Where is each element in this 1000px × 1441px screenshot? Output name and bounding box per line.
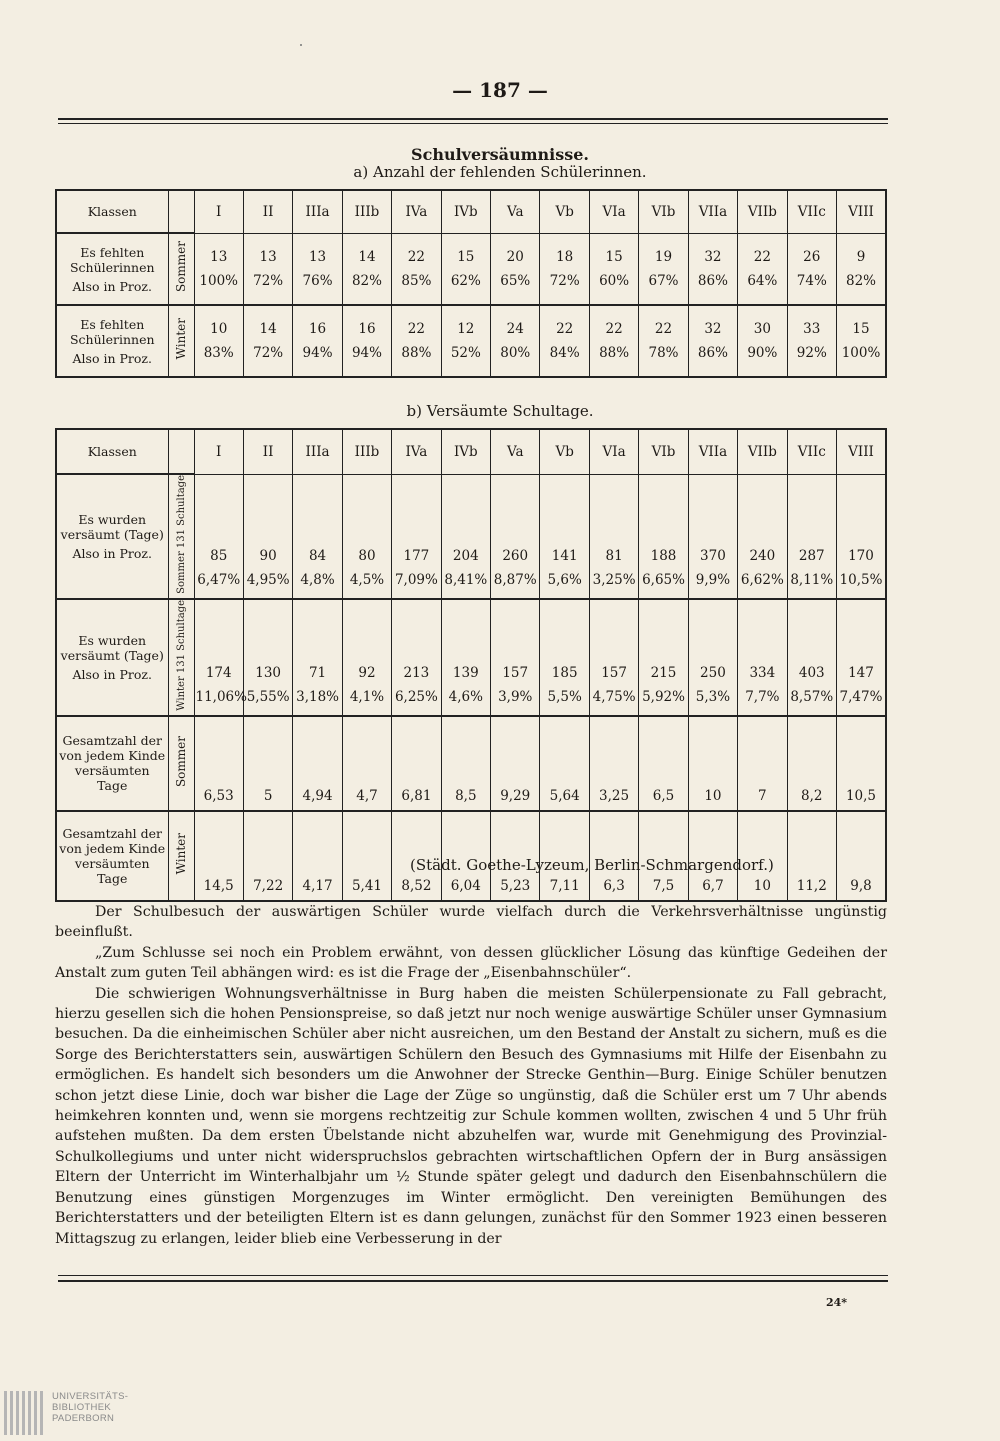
class-header: VIb [639,190,688,233]
season-cell [168,474,194,599]
value-cell: 81 3,25% [589,474,638,599]
row-label: Gesamtzahl der von jedem Kinde versäumten Tage [56,811,168,901]
season-label: Winter [174,832,188,875]
section-heading: Schulversäumnisse. [411,145,589,164]
value-cell: 7,22 [243,811,292,901]
class-header: VIIa [688,190,737,233]
value-cell: 19 67% [639,233,688,305]
header-klassen: Klassen [56,190,168,233]
value-cell: 10 83% [194,305,243,377]
bottom-rule [58,1280,888,1282]
value-cell: 22 84% [540,305,589,377]
class-header: VIa [589,429,638,474]
signature-mark: 24* [826,1296,848,1309]
value-cell: 334 7,7% [738,599,787,716]
class-header: IVa [392,429,441,474]
table-b-total-sommer-row [56,716,886,811]
value-cell: 6,53 [194,716,243,811]
library-line: PADERBORN [52,1413,115,1424]
value-cell: 213 6,25% [392,599,441,716]
page-number: — 187 — [452,78,548,102]
header-blank [168,429,194,474]
value-cell: 370 9,9% [688,474,737,599]
value-cell: 14,5 [194,811,243,901]
class-header: IIIb [342,429,391,474]
value-cell: 14 72% [243,305,292,377]
value-cell: 177 7,09% [392,474,441,599]
value-cell: 5 [243,716,292,811]
season-label: Sommer [174,241,188,293]
class-header: Vb [540,429,589,474]
value-cell: 4,94 [293,716,342,811]
value-cell: 15 60% [589,233,638,305]
value-cell: 32 86% [688,233,737,305]
top-rule [58,118,888,120]
value-cell: 10 [688,716,737,811]
value-cell: 8,5 [441,716,490,811]
class-header: VIIc [787,190,836,233]
value-cell: 7,11 [540,811,589,901]
value-cell: 287 8,11% [787,474,836,599]
value-cell: 9 82% [836,233,886,305]
value-cell: 5,64 [540,716,589,811]
value-cell: 18 72% [540,233,589,305]
class-header: IVa [392,190,441,233]
season-label: Winter [174,318,188,360]
value-cell: 4,7 [342,716,391,811]
value-cell: 84 4,8% [293,474,342,599]
season-cell [168,811,194,901]
value-cell: 139 4,6% [441,599,490,716]
value-cell: 14 82% [342,233,391,305]
season-cell [168,716,194,811]
value-cell: 71 3,18% [293,599,342,716]
value-cell: 22 88% [392,305,441,377]
row-label [56,599,168,716]
season-cell [168,233,194,305]
table-b [55,428,887,902]
class-header: VIIa [688,429,737,474]
value-cell: 13 100% [194,233,243,305]
header-klassen: Klassen [56,429,168,474]
value-cell: 5,23 [491,811,540,901]
value-cell: 92 4,1% [342,599,391,716]
value-cell: 147 7,47% [836,599,886,716]
row-label-b: Also in Proz. [72,666,152,682]
value-cell: 11,2 [787,811,836,901]
class-header: I [194,429,243,474]
row-label-b: Also in Proz. [72,350,152,366]
value-cell: 6,3 [589,811,638,901]
value-cell: 8,52 [392,811,441,901]
source-citation: (Städt. Goethe-Lyzeum, Berlin-Schmargendorf.) [410,856,774,874]
table-a-winter-row [56,305,886,377]
class-header: VIII [836,190,886,233]
season-label: Sommer 131 Schultage [175,475,187,594]
value-cell: 4,17 [293,811,342,901]
value-cell: 9,8 [836,811,886,901]
row-label-b: Also in Proz. [72,545,152,561]
value-cell: 6,81 [392,716,441,811]
value-cell: 22 85% [392,233,441,305]
value-cell: 185 5,5% [540,599,589,716]
value-cell: 250 5,3% [688,599,737,716]
value-cell: 22 88% [589,305,638,377]
library-line: BIBLIOTHEK [52,1402,111,1413]
row-label: Gesamtzahl der von jedem Kinde versäumten Tage [56,716,168,811]
value-cell: 85 6,47% [194,474,243,599]
value-cell: 240 6,62% [738,474,787,599]
value-cell: 3,25 [589,716,638,811]
value-cell: 5,41 [342,811,391,901]
value-cell: 20 65% [491,233,540,305]
table-b-header-row [56,429,886,474]
class-header: Vb [540,190,589,233]
paragraph: Der Schulbesuch der auswärtigen Schüler wurde vielfach durch die Verkehrsverhältnisse ungünstig beeinflußt. [55,904,887,941]
value-cell: 16 94% [342,305,391,377]
value-cell: 174 11,06% [194,599,243,716]
value-cell: 30 90% [738,305,787,377]
class-header: VIII [836,429,886,474]
class-header: VIIb [738,429,787,474]
body-text [55,902,887,1249]
row-label-a: Es wurden versäumt (Tage) [60,632,164,663]
value-cell: 260 8,87% [491,474,540,599]
class-header: Va [491,190,540,233]
value-cell: 10,5 [836,716,886,811]
value-cell: 6,7 [688,811,737,901]
table-a-header-row [56,190,886,233]
class-header: II [243,429,292,474]
value-cell: 16 94% [293,305,342,377]
value-cell: 13 76% [293,233,342,305]
paragraph: Die schwierigen Wohnungsverhältnisse in Burg haben die meisten Schülerpensionate zu Fall gebracht, hierzu gesellen sich die hohen Pensionspreise, so daß jetzt nur noch wenige auswärtige Schüler unser Gymnasium besuchen. Da die einheimischen Schüler aber nicht ausreichen, um den Bestand der Anstalt zu sichern, muß es die Sorge des Berichterstatters sein, auswärtigen Schülern den Besuch des Gymnasiums mit Hilfe der Eisenbahn zu ermöglichen. Es handelt sich besonders um die Anwohner der Strecke Genthin—Burg. Einige Schüler benutzen schon jetzt diese Linie, doch war bisher die Lage der Züge so ungünstig, daß die Schüler erst um 7 Uhr abends heimkehren konnten und, wenn sie morgens rechtzeitig zur Schule kommen wollten, zwischen 4 und 5 Uhr früh aufstehen mußten. Da dem ersten Übelstande nicht abzuhelfen war, wurde mit Genehmigung des Provinzial-Schulkollegiums und unter nicht widerspruchslos gebrachten wirtschaftlichen Opfern der in Burg ansässigen Eltern der Unterricht im Winterhalbjahr um ½ Stunde später gelegt und dadurch den Eisenbahnschülern die Benutzung eines günstigen Morgenzuges im Winter ermöglicht. Den vereinigten Bemühungen des Berichterstatters und der beteiligten Eltern ist es dann gelungen, zunächst für den Sommer 1923 einen besseren Mittagszug zu erlangen, leider blieb eine Verbesserung in der [55,985,887,1247]
class-header: VIIc [787,429,836,474]
value-cell: 6,04 [441,811,490,901]
value-cell: 15 100% [836,305,886,377]
class-header: IVb [441,429,490,474]
table-b-title: b) Versäumte Schultage. [406,402,594,420]
class-header: VIa [589,190,638,233]
value-cell: 215 5,92% [639,599,688,716]
value-cell: 15 62% [441,233,490,305]
library-name [52,1391,128,1424]
value-cell: 26 74% [787,233,836,305]
speck [300,44,302,46]
row-label [56,305,168,377]
value-cell: 141 5,6% [540,474,589,599]
class-header: Va [491,429,540,474]
value-cell: 13 72% [243,233,292,305]
class-header: VIb [639,429,688,474]
season-cell [168,305,194,377]
value-cell: 188 6,65% [639,474,688,599]
value-cell: 7 [738,716,787,811]
table-b-sommer-row [56,474,886,599]
class-header: IVb [441,190,490,233]
value-cell: 8,2 [787,716,836,811]
library-line: UNIVERSITÄTS- [52,1391,129,1402]
value-cell: 7,5 [639,811,688,901]
class-header: IIIb [342,190,391,233]
value-cell: 157 3,9% [491,599,540,716]
row-label-b: Also in Proz. [72,278,152,294]
table-b-winter-row [56,599,886,716]
row-label-a: Es fehlten Schülerinnen [69,316,155,347]
value-cell: 22 78% [639,305,688,377]
header-blank [168,190,194,233]
class-header: II [243,190,292,233]
value-cell: 204 8,41% [441,474,490,599]
class-header: IIIa [293,190,342,233]
row-label [56,474,168,599]
value-cell: 130 5,55% [243,599,292,716]
value-cell: 403 8,57% [787,599,836,716]
value-cell: 9,29 [491,716,540,811]
value-cell: 12 52% [441,305,490,377]
value-cell: 24 80% [491,305,540,377]
top-rule-thin [58,123,888,124]
value-cell: 170 10,5% [836,474,886,599]
class-header: VIIb [738,190,787,233]
season-label: Sommer [174,735,188,787]
value-cell: 80 4,5% [342,474,391,599]
value-cell: 22 64% [738,233,787,305]
value-cell: 10 [738,811,787,901]
class-header: I [194,190,243,233]
row-label [56,233,168,305]
row-label-a: Es fehlten Schülerinnen [69,244,155,275]
value-cell: 33 92% [787,305,836,377]
season-cell [168,599,194,716]
value-cell: 32 86% [688,305,737,377]
season-label: Winter 131 Schultage [175,599,187,711]
table-a [55,189,887,378]
value-cell: 6,5 [639,716,688,811]
value-cell: 157 4,75% [589,599,638,716]
value-cell: 90 4,95% [243,474,292,599]
table-a-sommer-row [56,233,886,305]
paragraph: „Zum Schlusse sei noch ein Problem erwähnt, von dessen glücklicher Lösung das künftige Gedeihen der Anstalt zum guten Teil abhängen wird: es ist die Frage der „Eisenbahnschüler“. [55,944,887,982]
class-header: IIIa [293,429,342,474]
bottom-rule-thin [58,1275,888,1276]
table-a-title: a) Anzahl der fehlenden Schülerinnen. [353,163,647,181]
row-label-a: Es wurden versäumt (Tage) [60,511,164,542]
